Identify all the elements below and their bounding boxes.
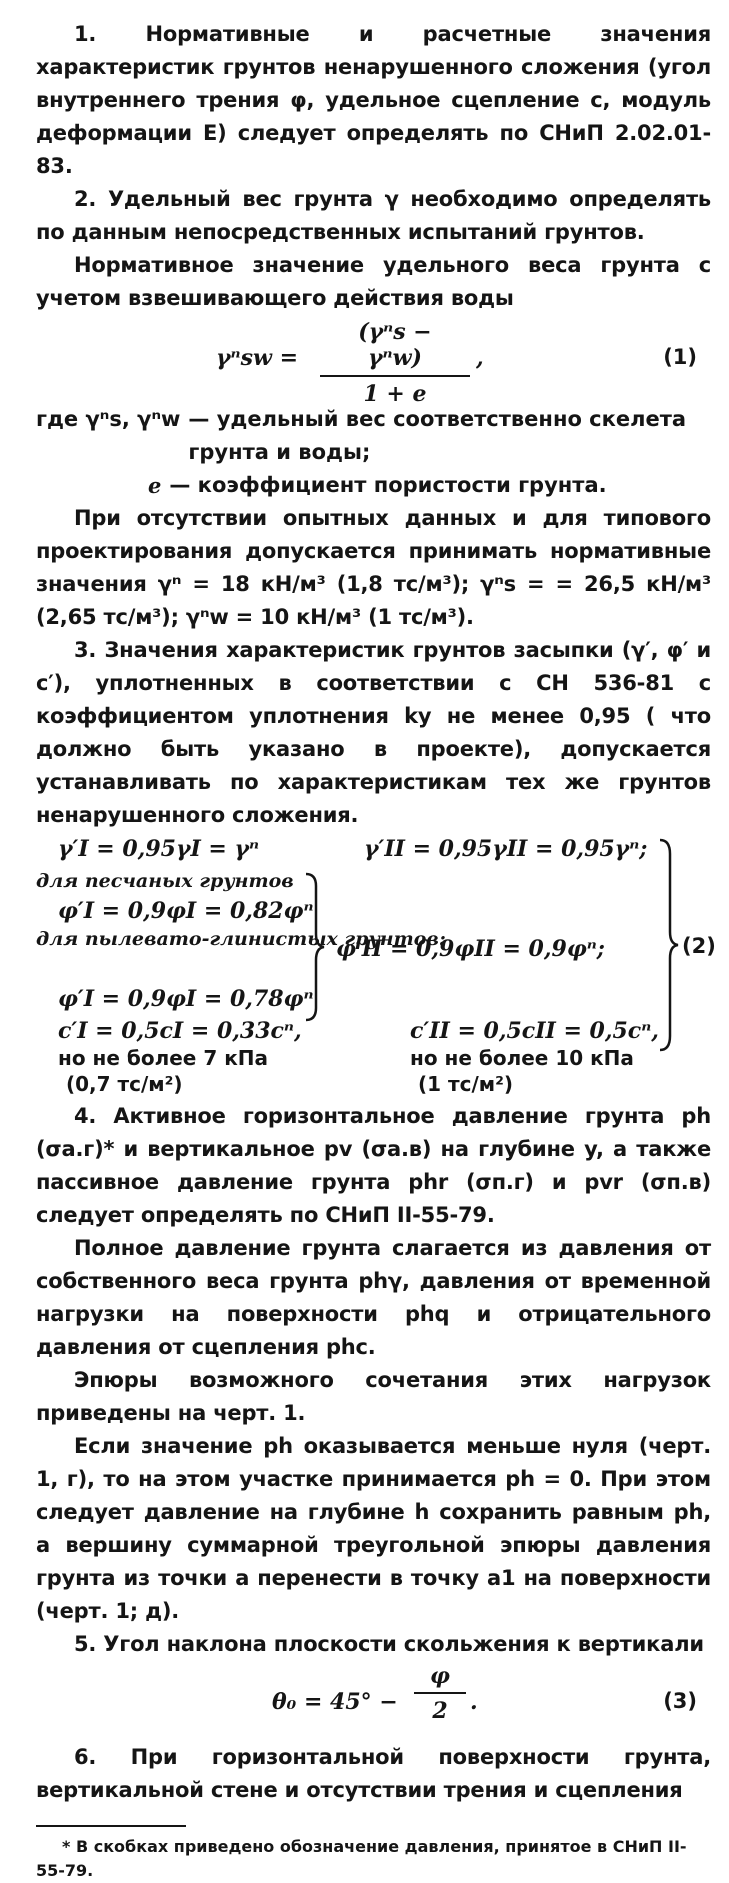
equation-3-denominator: 2 (432, 1698, 448, 1724)
c-II-limit-kpa: но не более 10 кПа (410, 1046, 634, 1070)
equation-1-numerator: (γⁿs − γⁿw) (320, 319, 470, 377)
equation-3-period: . (470, 1689, 478, 1715)
c-II-limit-ts: (1 тс/м²) (418, 1072, 514, 1096)
footnote-rule (36, 1825, 186, 1827)
c-I-limit-ts: (0,7 тс/м²) (66, 1072, 183, 1096)
section-1-paragraph: 1. Нормативные и расчетные значения характеристик грунтов ненарушенного сложения (угол внутреннего трения φ, удельное сцепление c, модуль деформации E) следует определять по СНиП 2.02.01-83. (36, 22, 711, 178)
clay-soils-label: для пылевато-глинистых грунтов: (36, 928, 446, 950)
phi-II-formula: φ′II = 0,9φII = 0,9φⁿ; (336, 936, 605, 962)
section-3-paragraph: 3. Значения характеристик грунтов засыпки (γ′, φ′ и c′), уплотненных в соответствии с СН 536-81 с коэффициентом уплотнения kу не менее 0,95 ( что должно быть указано в проекте), допускается устанавливать по характеристикам тех же грунтов ненарушенного сложения. (36, 638, 711, 827)
section-4-total-pressure-paragraph: Полное давление грунта слагается из давления от собственного веса грунта phγ, давления от временной нагрузки на поверхности phq и отрицательного давления от сцепления phc. (36, 1236, 711, 1359)
where-gamma-row (36, 403, 711, 469)
section-2-paragraph: 2. Удельный вес грунта γ необходимо определять по данным непосредственных испытаний грунтов. (36, 187, 711, 244)
gamma-I-formula: γ′I = 0,95γI = γⁿ (58, 836, 260, 862)
equation-2-number: (2) (682, 934, 716, 958)
section-5-paragraph: 5. Угол наклона плоскости скольжения к вертикали (74, 1632, 704, 1656)
section-4-paragraph: 4. Активное горизонтальное давление грунта ph (σa.г)* и вертикальное pv (σa.в) на глубине y, а также пассивное давление грунта phr (σп.г) и pvr (σп.в) следует определять по СНиП II-55-79. (36, 1104, 711, 1227)
equation-3-numerator: φ (414, 1663, 466, 1694)
equation-1-fraction (320, 319, 470, 407)
equation-3-lhs: θ₀ = 45° − (272, 1689, 398, 1715)
equation-3-fraction (414, 1663, 466, 1724)
section-6-paragraph: 6. При горизонтальной поверхности грунта, вертикальной стене и отсутствии трения и сцепления (36, 1745, 711, 1802)
equation-3-number: (3) (663, 1689, 697, 1713)
outer-right-brace (658, 838, 680, 1052)
equation-1-number: (1) (663, 345, 697, 369)
inner-right-brace (304, 872, 326, 1022)
c-I-formula: c′I = 0,5cI = 0,33cⁿ, (58, 1018, 302, 1044)
equation-3 (36, 1661, 711, 1741)
where-gamma-symbols: где γⁿs, γⁿw (36, 407, 181, 431)
footnote: * В скобках приведено обозначение давления, принятое в СНиП II-55-79. (36, 1837, 687, 1880)
where-e-symbol: e (148, 473, 162, 498)
where-gamma-text: — удельный вес соответственно скелета грунта и воды; (188, 407, 687, 464)
phi-I-clay-formula: φ′I = 0,9φI = 0,78φⁿ (58, 986, 314, 1012)
where-e-row (36, 469, 711, 502)
section-4-negative-pressure-paragraph: Если значение ph оказывается меньше нуля (черт. 1, г), то на этом участке принимается ph = 0. При этом следует давление на глубине h сохранить равным ph, а вершину суммарной треугольной эпюры давления грунта из точки a перенести в точку a1 на поверхности (черт. 1; д). (36, 1434, 711, 1623)
gamma-II-formula: γ′II = 0,95γII = 0,95γⁿ; (364, 836, 648, 862)
section-2-normative-paragraph: Нормативное значение удельного веса грунта с учетом взвешивающего действия воды (36, 253, 711, 310)
where-e-text: — коэффициент пористости грунта. (169, 473, 607, 497)
equation-1-denominator: 1 + e (363, 381, 427, 407)
equation-1-comma: , (476, 345, 484, 371)
section-4-diagrams-paragraph: Эпюры возможного сочетания этих нагрузок приведены на черт. 1. (36, 1368, 711, 1425)
c-II-formula: c′II = 0,5cII = 0,5cⁿ, (410, 1018, 659, 1044)
phi-I-sand-formula: φ′I = 0,9φI = 0,82φⁿ (58, 898, 314, 924)
c-I-limit-kpa: но не более 7 кПа (58, 1046, 268, 1070)
equation-2-system (36, 832, 716, 1100)
section-2-default-values-paragraph: При отсутствии опытных данных и для типового проектирования допускается принимать нормативные значения γⁿ = 18 кН/м³ (1,8 тс/м³); γⁿs = = 26,5 кН/м³ (2,65 тс/м³); γⁿw = 10 кН/м³ (1 тс/м³). (36, 506, 711, 629)
equation-1 (36, 315, 711, 407)
sand-soils-label: для песчаных грунтов (36, 870, 294, 892)
equation-1-lhs: γⁿsw = (216, 345, 299, 371)
